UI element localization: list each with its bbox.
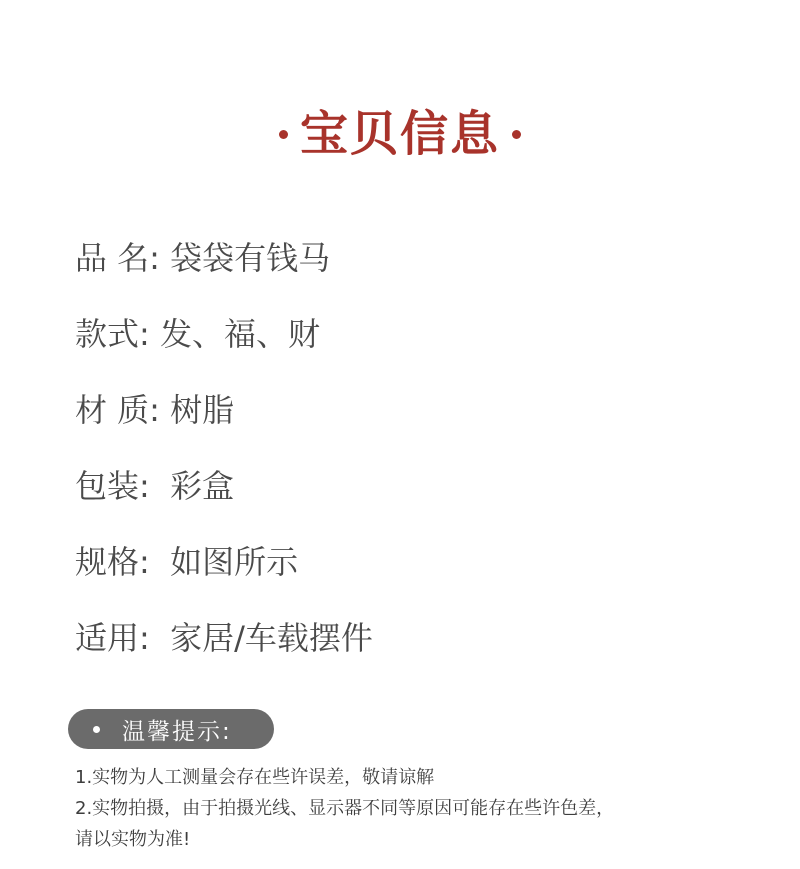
info-label: 规格: — [75, 543, 150, 581]
info-value: 如图所示 — [149, 543, 299, 581]
note-line: 1.实物为人工测量会存在些许误差，敬请谅解 — [75, 767, 435, 788]
info-label: 款式: — [75, 315, 150, 353]
info-value: 袋袋有钱马 — [159, 239, 331, 277]
product-info-list — [75, 220, 373, 676]
info-value: 发、福、财 — [149, 315, 320, 353]
info-row-name — [75, 220, 373, 296]
section-header — [0, 104, 800, 164]
info-row-packaging — [75, 448, 373, 524]
note-line: 请以实物为准! — [75, 829, 191, 850]
info-value: 家居/车载摆件 — [149, 619, 373, 657]
tips-badge — [68, 709, 274, 749]
left-dot-icon — [279, 130, 288, 139]
info-value: 彩盒 — [149, 467, 235, 505]
note-line: 2.实物拍摄，由于拍摄光线、显示器不同等原因可能存在些许色差， — [75, 798, 615, 819]
info-row-spec — [75, 524, 373, 600]
info-row-usage — [75, 600, 373, 676]
info-row-style — [75, 296, 373, 372]
info-label: 品 名: — [75, 239, 160, 277]
bullet-icon — [93, 726, 100, 733]
info-label: 适用: — [75, 619, 150, 657]
info-value: 树脂 — [159, 391, 235, 429]
section-title: 宝贝信息 — [299, 106, 500, 162]
tips-title: 温馨提示: — [122, 718, 232, 745]
info-label: 材 质: — [75, 391, 160, 429]
tips-notes — [75, 762, 755, 855]
right-dot-icon — [512, 130, 521, 139]
info-row-material — [75, 372, 373, 448]
info-label: 包装: — [75, 467, 150, 505]
